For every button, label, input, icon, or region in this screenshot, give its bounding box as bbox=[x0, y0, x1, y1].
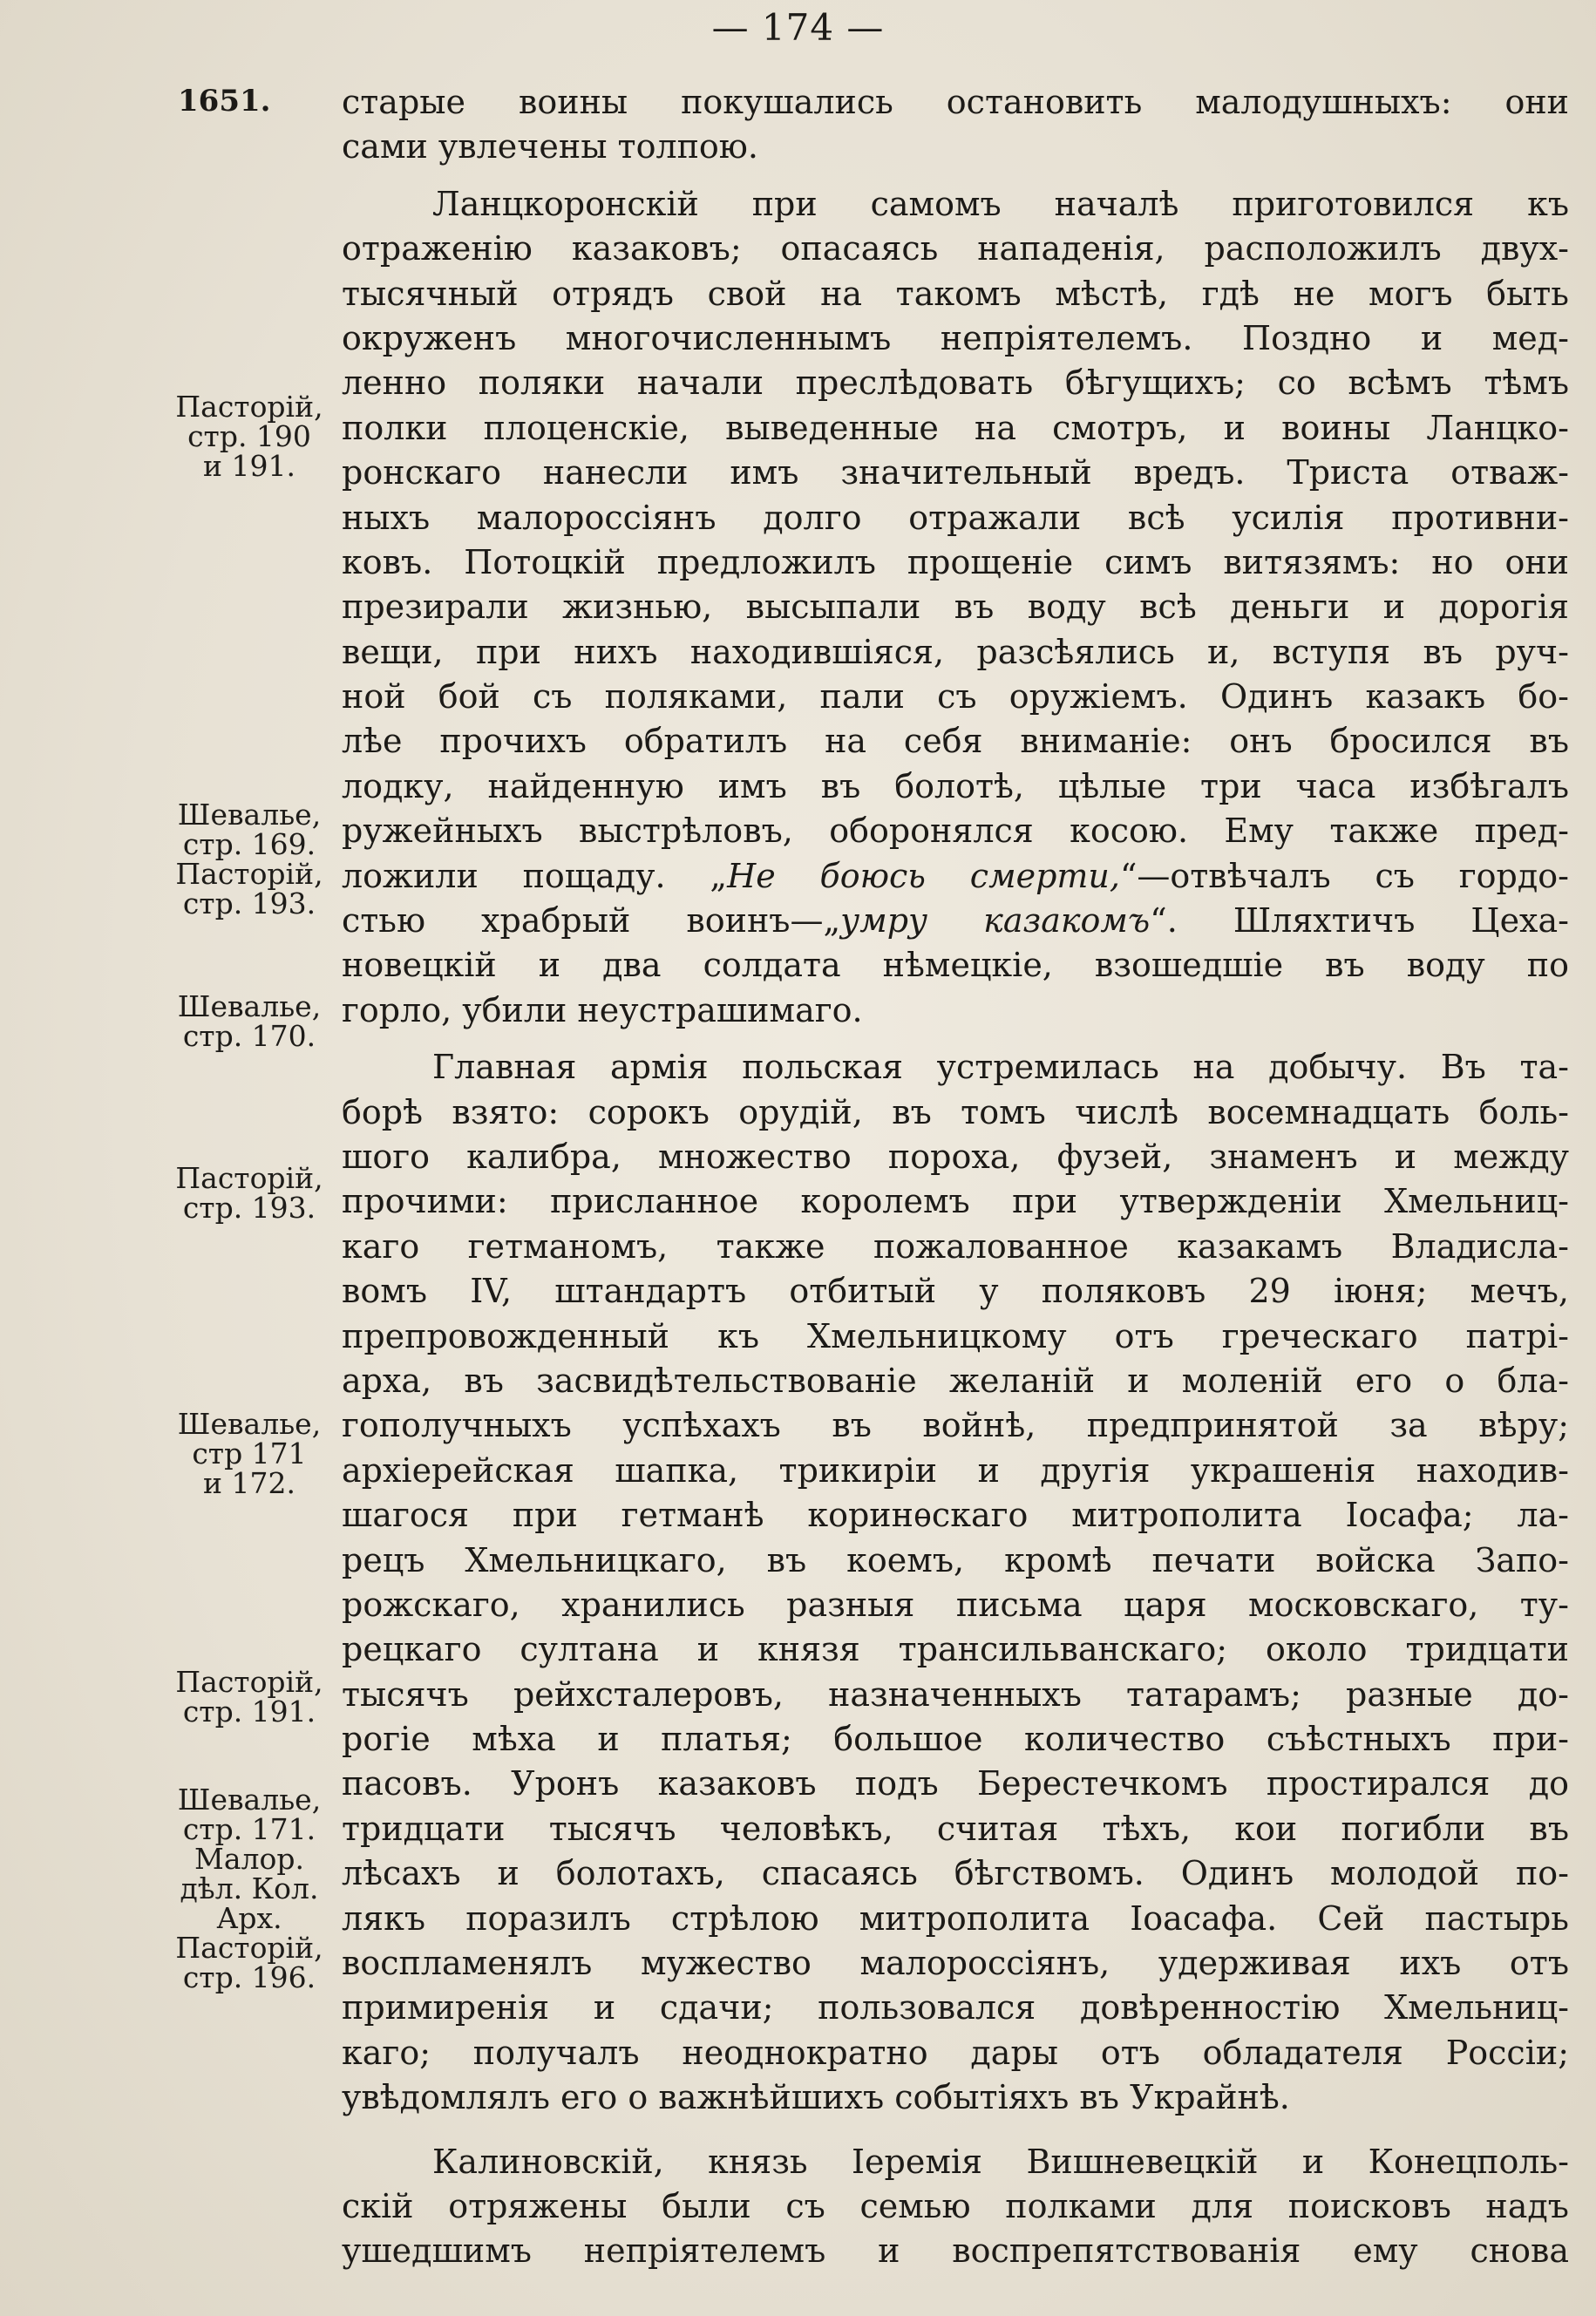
margin-note-line: и 191. bbox=[203, 449, 295, 483]
text-line: презирали жизнью, высыпали въ воду всѣ деньги и дорогія bbox=[342, 587, 1569, 627]
paragraph bbox=[342, 1045, 1569, 2120]
text-line: шого калибра, множество пороха, фузей, знаменъ и между bbox=[342, 1137, 1569, 1176]
text-line: ныхъ малороссіянъ долго отражали всѣ усилія противни- bbox=[342, 498, 1569, 537]
margin-note-line: стр. 190 bbox=[187, 419, 311, 453]
text-line: горло, убили неустрашимаго. bbox=[342, 990, 863, 1029]
margin-note-line: Пасторій, bbox=[175, 1665, 323, 1699]
text-line: ложили пощаду. „Не боюсь смерти,“—отвѣчалъ съ гордо- bbox=[342, 856, 1569, 895]
text-line: стью храбрый воинъ—„умру казакомъ“. Шляхтичъ Цеха- bbox=[342, 901, 1569, 941]
text-line: Калиновскій, князь Іеремія Вишневецкій и Конецполь- bbox=[432, 2142, 1569, 2181]
text-line: ной бой съ поляками, пали съ оружіемъ. Одинъ казакъ бо- bbox=[342, 677, 1569, 717]
margin-note-line: стр. 171. bbox=[182, 1812, 316, 1846]
text-line: архіерейская шапка, трикиріи и другія украшенія находив- bbox=[342, 1450, 1569, 1490]
text-line: воспламенялъ мужество малороссіянъ, удерживая ихъ отъ bbox=[342, 1944, 1569, 1983]
text-line: вомъ IV, штандартъ отбитый у поляковъ 29 іюня; мечъ, bbox=[342, 1272, 1569, 1311]
margin-note-line: и 172. bbox=[203, 1466, 295, 1500]
text-line: окруженъ многочисленнымъ непріятелемъ. Поздно и мед- bbox=[342, 318, 1569, 357]
margin-note-line: Арх. bbox=[216, 1901, 282, 1935]
text-line: увѣдомлялъ его о важнѣйшихъ событіяхъ въ Украйнѣ. bbox=[342, 2078, 1290, 2117]
text-line: Главная армія польская устремилась на добычу. Въ та- bbox=[432, 1048, 1569, 1087]
text-line: отраженію казаковъ; опасаясь нападенія, расположилъ двух- bbox=[342, 229, 1569, 268]
text-line: лѣе прочихъ обратилъ на себя вниманіе: онъ бросился въ bbox=[342, 722, 1569, 761]
margin-note-line: стр. 196. bbox=[182, 1960, 316, 1994]
text-line: новецкій и два солдата нѣмецкіе, взошедшіе въ воду по bbox=[342, 946, 1569, 985]
text-line: примиренія и сдачи; пользовался довѣренностію Хмельниц- bbox=[342, 1988, 1569, 2027]
margin-note-line: стр. 169. bbox=[182, 827, 316, 861]
margin-note-line: дѣл. Кол. bbox=[180, 1871, 319, 1905]
text-line: ушедшимъ непріятелемъ и воспрепятствованія ему снова bbox=[342, 2231, 1569, 2271]
text-line: пасовъ. Уронъ казаковъ подъ Берестечкомъ простирался до bbox=[342, 1764, 1569, 1803]
year-marker: 1651. bbox=[178, 84, 271, 119]
margin-note-line: Шевалье, bbox=[177, 798, 322, 832]
text-line: прочими: присланное королемъ при утвержденіи Хмельниц- bbox=[342, 1182, 1569, 1221]
text-line: препровожденный къ Хмельницкому отъ греческаго патрі- bbox=[342, 1316, 1569, 1355]
margin-note-pastorius-191 bbox=[166, 1667, 333, 1727]
text-line: гополучныхъ успѣхахъ въ войнѣ, предпринятой за вѣру; bbox=[342, 1406, 1569, 1445]
italic-quote: Не боюсь смерти, bbox=[727, 856, 1120, 895]
text-line: лодку, найденную имъ въ болотѣ, цѣлые три часа избѣгалъ bbox=[342, 766, 1569, 805]
margin-note-line: Шевалье, bbox=[177, 1783, 322, 1817]
margin-note-line: Шевалье, bbox=[177, 989, 322, 1023]
text-line: рецъ Хмельницкаго, въ коемъ, кромѣ печати войска Запо- bbox=[342, 1540, 1569, 1579]
text-line: тысячъ рейхсталеровъ, назначенныхъ татарамъ; разные до- bbox=[342, 1674, 1569, 1714]
text-line: ковъ. Потоцкій предложилъ прощеніе симъ витязямъ: но они bbox=[342, 542, 1569, 581]
margin-note-line: стр. 191. bbox=[182, 1695, 316, 1729]
paragraph bbox=[342, 2140, 1569, 2274]
margin-note-line: стр 171 bbox=[192, 1436, 307, 1470]
italic-quote: умру казакомъ bbox=[840, 901, 1151, 941]
margin-note-pastorius-190 bbox=[166, 392, 333, 481]
main-text bbox=[342, 80, 1569, 2274]
margin-note-line: Малор. bbox=[194, 1842, 304, 1876]
paragraph bbox=[342, 182, 1569, 1033]
text-line: вещи, при нихъ находившіяся, разсѣялись и, вступя въ руч- bbox=[342, 632, 1569, 671]
text-line: ленно поляки начали преслѣдовать бѣгущихъ; со всѣмъ тѣмъ bbox=[342, 363, 1569, 403]
text-line: каго; получалъ неоднократно дары отъ обладателя Россіи; bbox=[342, 2033, 1569, 2072]
text-line: сами увлечены толпою. bbox=[342, 127, 758, 166]
text-line: старые воины покушались остановить малодушныхъ: они bbox=[342, 83, 1569, 121]
margin-note-pastorius-193 bbox=[166, 1161, 333, 1225]
text-line: каго гетманомъ, также пожалованное казакамъ Владисла- bbox=[342, 1226, 1569, 1266]
text-line: тридцати тысячъ человѣкъ, считая тѣхъ, кои погибли въ bbox=[342, 1809, 1569, 1848]
margin-note-line: Пасторій, bbox=[175, 857, 323, 891]
paragraph bbox=[342, 80, 1569, 170]
page-number: — 174 — bbox=[711, 6, 885, 49]
text-line: Ланцкоронскій при самомъ началѣ приготовился къ bbox=[432, 184, 1569, 223]
margin-note-chevalier-169 bbox=[166, 800, 333, 919]
text-line: борѣ взято: сорокъ орудій, въ томъ числѣ восемнадцать боль- bbox=[342, 1092, 1569, 1131]
margin-note-line: Пасторій, bbox=[175, 1931, 323, 1965]
text-line: лѣсахъ и болотахъ, спасаясь бѣгствомъ. Одинъ молодой по- bbox=[342, 1854, 1569, 1893]
margin-note-chevalier-171-172 bbox=[166, 1409, 333, 1498]
text-line: рецкаго султана и князя трансильванскаго; около тридцати bbox=[342, 1630, 1569, 1669]
text-line: рогіе мѣха и платья; большое количество съѣстныхъ при- bbox=[342, 1720, 1569, 1759]
margin-note-chevalier-171-archive bbox=[166, 1785, 333, 1993]
text-line: шагося при гетманѣ коринѳскаго митрополита Іосафа; ла- bbox=[342, 1496, 1569, 1535]
text-line: полки плоценскіе, выведенные на смотръ, и воины Ланцко- bbox=[342, 408, 1569, 447]
text-line: ронскаго нанесли имъ значительный вредъ. Триста отваж- bbox=[342, 453, 1569, 492]
text-line: лякъ поразилъ стрѣлою митрополита Іоасафа. Сей пастырь bbox=[342, 1898, 1569, 1938]
text-line: рожскаго, хранились разныя письма царя московскаго, ту- bbox=[342, 1585, 1569, 1624]
margin-note-line: стр. 170. bbox=[182, 1019, 316, 1053]
margin-note-line: стр. 193. bbox=[182, 1191, 316, 1225]
text-line: скій отряжены были съ семью полками для поисковъ надъ bbox=[342, 2186, 1569, 2225]
text-line: тысячный отрядъ свой на такомъ мѣстѣ, гдѣ не могъ быть bbox=[342, 274, 1569, 313]
text-line: арха, въ засвидѣтельствованіе желаній и моленій его о бла- bbox=[342, 1361, 1569, 1400]
margin-note-line: стр. 193. bbox=[182, 886, 316, 920]
margin-note-chevalier-170 bbox=[166, 989, 333, 1053]
margin-note-line: Пасторій, bbox=[175, 390, 323, 424]
margin-note-line: Пасторій, bbox=[175, 1161, 323, 1195]
text-line: ружейныхъ выстрѣловъ, оборонялся косою. Ему также пред- bbox=[342, 812, 1569, 851]
margin-note-line: Шевалье, bbox=[177, 1407, 322, 1441]
